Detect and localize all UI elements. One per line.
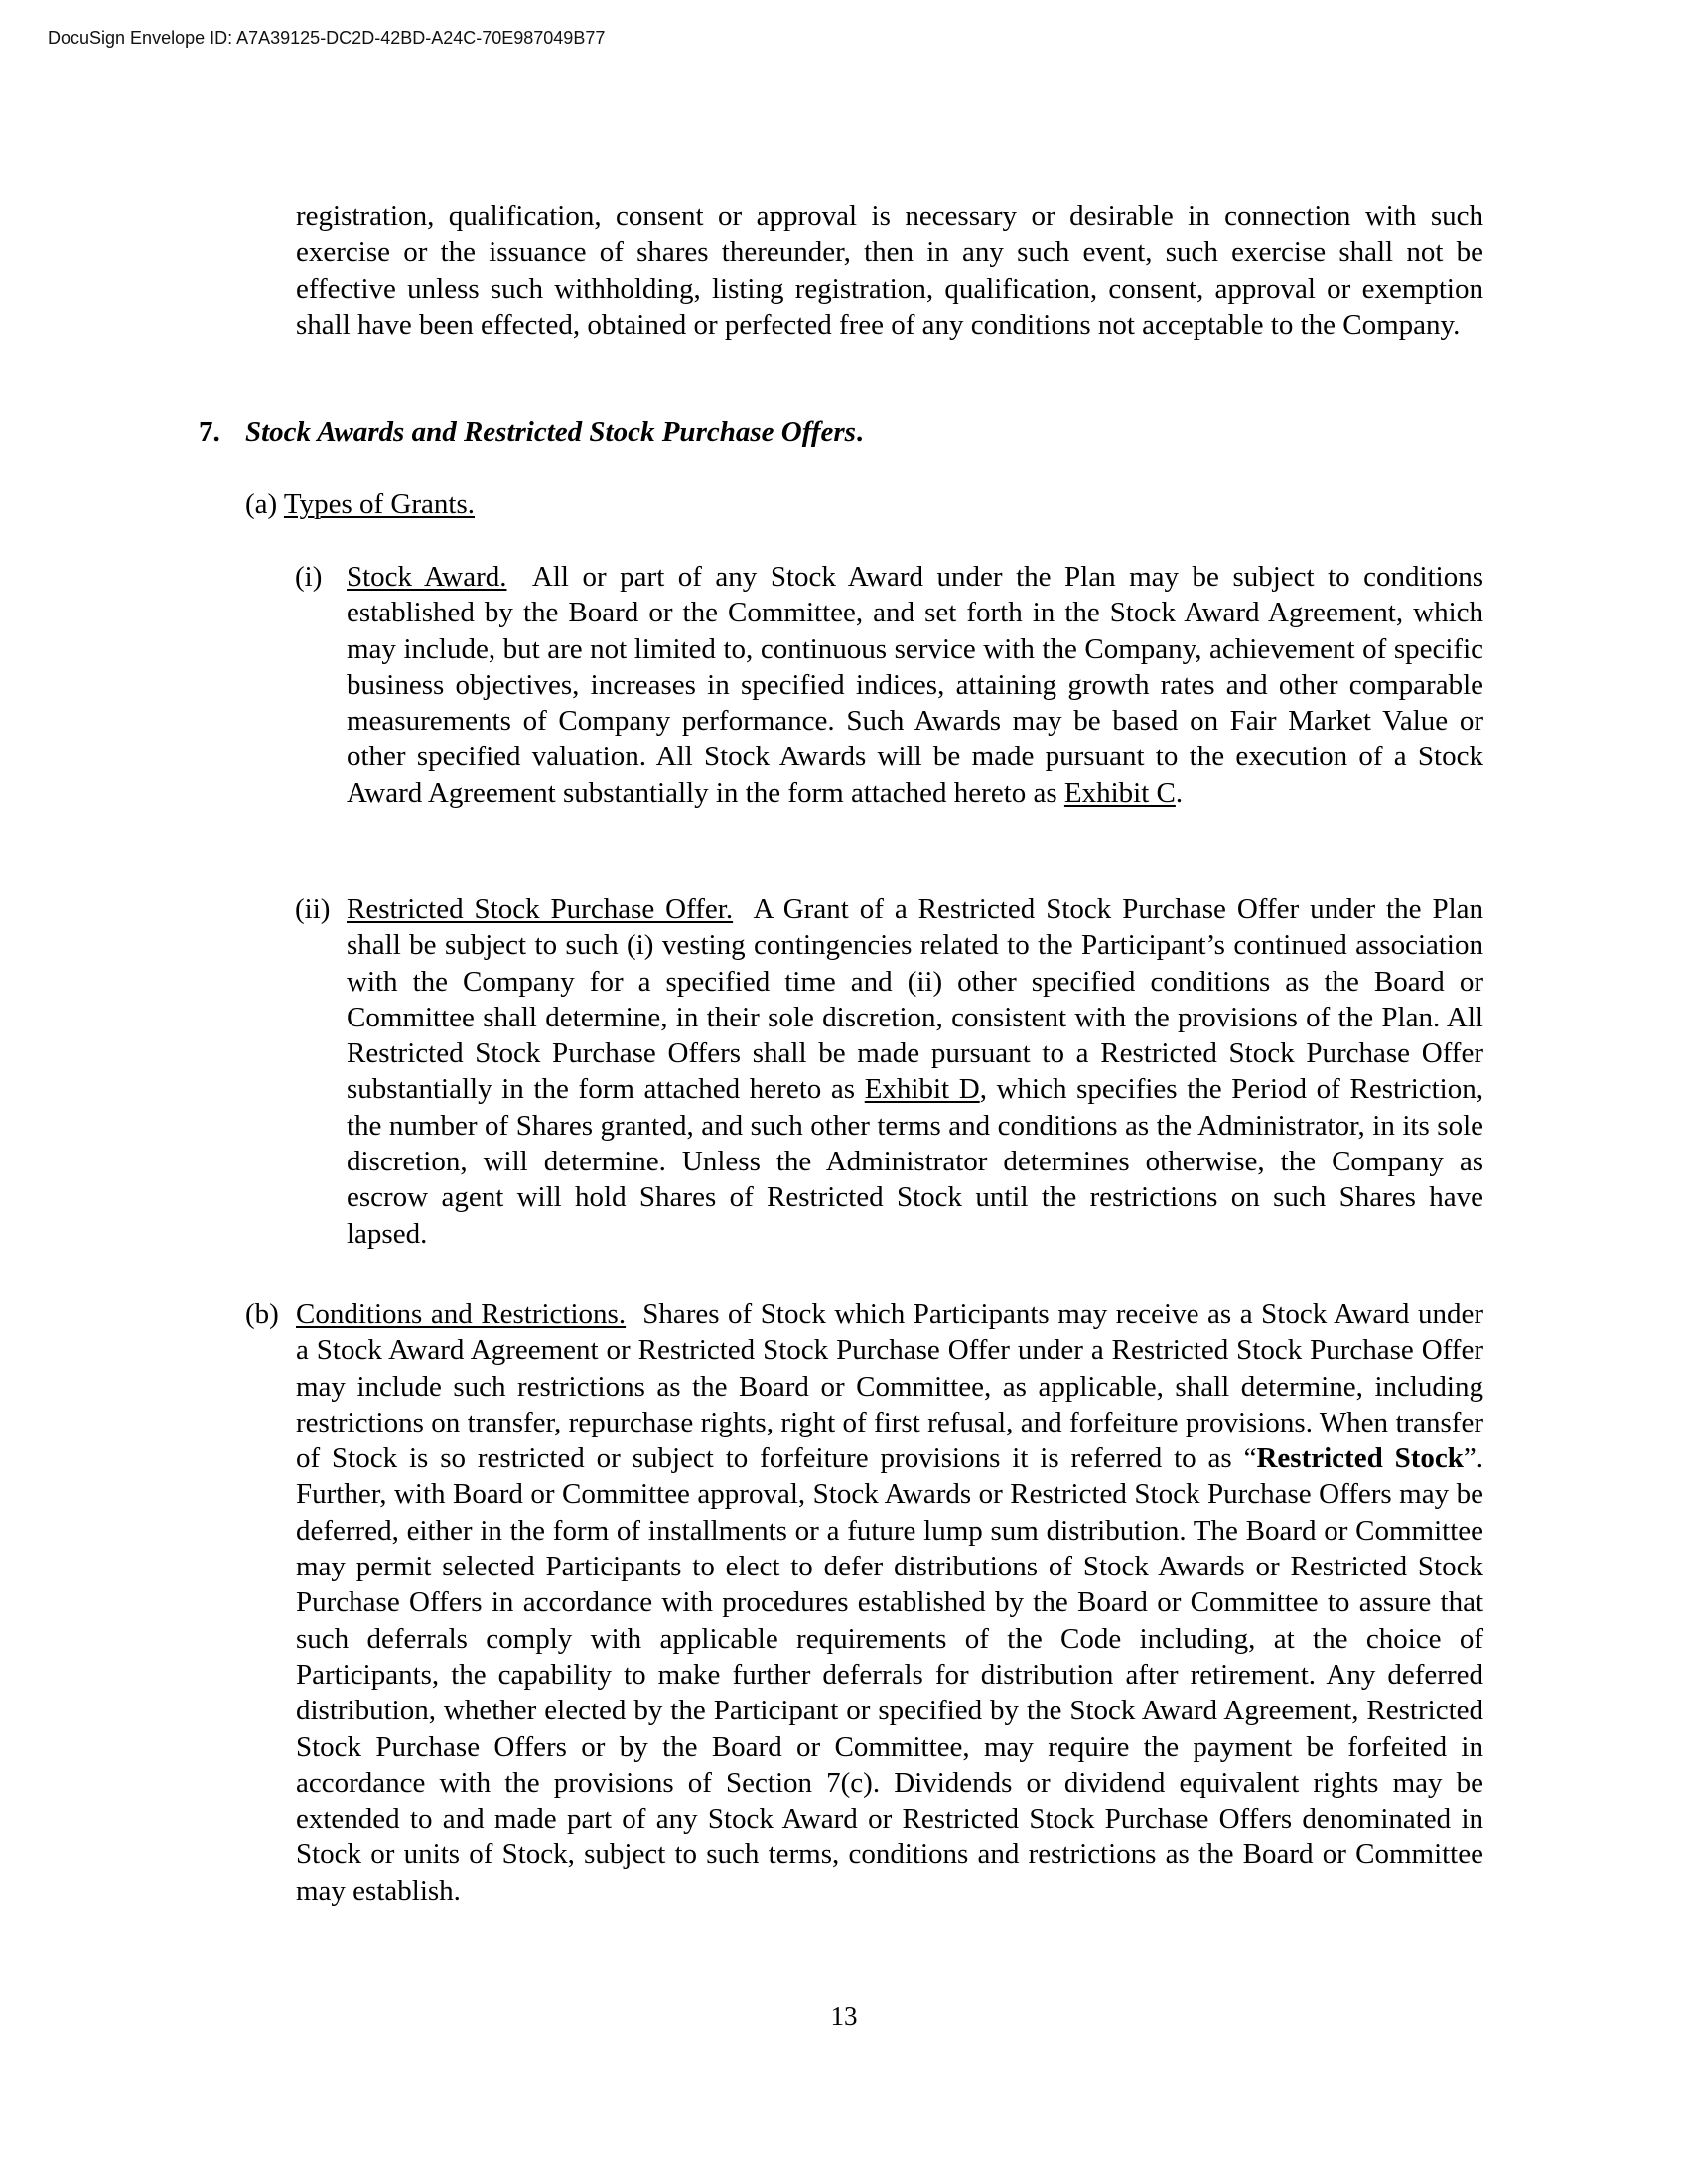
page-number: 13 [830,2001,858,2031]
item-i-text: All or part of any Stock Award under the Plan may be subject to conditions established by the Board or the Committee, and set forth in the Stock Award Agreement, which may include, but are not limited to, continuous service with the Company, achievement of specific business objectives, increases in specified indices, attaining growth rates and other comparable measurements of Company performance. Such Awards may be based on Fair Market Value or other specified valuation. All Stock Awards will be made pursuant to the execution of a Stock Award Agreement substantially in the form attached hereto as [347,561,1483,809]
item-ii-label: (ii) [295,893,331,925]
intro-paragraph: registration, qualification, consent or approval is necessary or desirable in connection with such exercise or the issuance of shares thereunder, then in any such event, such exercise shall not be effective unless such withholding, listing registration, qualification, consent, approval or exemption shall have been effected, obtained or perfected free of any conditions not acceptable to the Company. [296,201,1483,341]
item-ii-text-end: , which specifies the Period of Restriction, the number of Shares granted, and such other terms and conditions as the Administrator, in its sole discretion, will determine. Unless the Administrator determines otherwise, the Company as escrow agent will hold Shares of Restricted Stock until the restrictions on such Shares have lapsed. [347,1073,1483,1250]
item-ii-paragraph [347,891,1483,1252]
docusign-envelope-id: DocuSign Envelope ID: A7A39125-DC2D-42BD-A24C-70E987049B77 [48,28,606,48]
section-title-period: . [855,416,864,448]
subsection-b-label: (b) [245,1298,279,1330]
subsection-b-heading: Conditions and Restrictions. [296,1298,627,1330]
item-i-text-end: . [1175,776,1184,809]
exhibit-c-link[interactable]: Exhibit C [1063,776,1176,809]
section-number: 7. [199,416,220,448]
section-title [245,414,863,450]
subsection-a-heading [245,486,475,522]
subsection-b-text: Shares of Stock which Participants may receive as a Stock Award under a Stock Award Agreement or Restricted Stock Purchase Offer under a Restricted Stock Purchase Offer may include such restrictions as the Board or Committee, as applicable, shall determine, including restrictions on transfer, repurchase rights, right of first refusal, and forfeiture provisions. When transfer of Stock is so restricted or subject to forfeiture provisions it is referred to as “ [296,1298,1483,1475]
item-i-paragraph [347,559,1483,811]
subsection-b-text-end: ”. Further, with Board or Committee approval, Stock Awards or Restricted Stock Purchase Offers may be deferred, either in the form of installments or a future lump sum distribution. The Board or Committee may permit selected Participants to elect to defer distributions of Stock Awards or Restricted Stock Purchase Offers in accordance with procedures established by the Board or Committee to assure that such deferrals comply with applicable requirements of the Code including, at the choice of Participants, the capability to make further deferrals for distribution after retirement. Any deferred distribution, whether elected by the Participant or specified by the Stock Award Agreement, Restricted Stock Purchase Offers or by the Board or Committee, may require the payment be forfeited in accordance with the provisions of Section 7(c). Dividends or dividend equivalent rights may be extended to and made part of any Stock Award or Restricted Stock Purchase Offers denominated in Stock or units of Stock, subject to such terms, conditions and restrictions as the Board or Committee may establish. [296,1442,1483,1907]
item-ii-text: A Grant of a Restricted Stock Purchase Offer under the Plan shall be subject to such (i) vesting contingencies related to the Participant’s continued association with the Company for a specified time and (ii) other specified conditions as the Board or Committee shall determine, in their sole discretion, consistent with the provisions of the Plan. All Restricted Stock Purchase Offers shall be made pursuant to a Restricted Stock Purchase Offer substantially in the form attached hereto as [347,893,1484,1106]
item-ii-heading: Restricted Stock Purchase Offer. [347,893,734,925]
defined-term-restricted-stock: Restricted Stock [1256,1442,1464,1475]
item-i-label: (i) [295,561,323,593]
subsection-b-paragraph [296,1297,1483,1909]
section-title-text: Stock Awards and Restricted Stock Purchase Offers [245,416,856,448]
subsection-a-title: Types of Grants. [283,488,475,520]
subsection-a-label: (a) [245,488,278,520]
exhibit-d-link[interactable]: Exhibit D [864,1073,980,1106]
item-i-heading: Stock Award. [347,561,507,593]
